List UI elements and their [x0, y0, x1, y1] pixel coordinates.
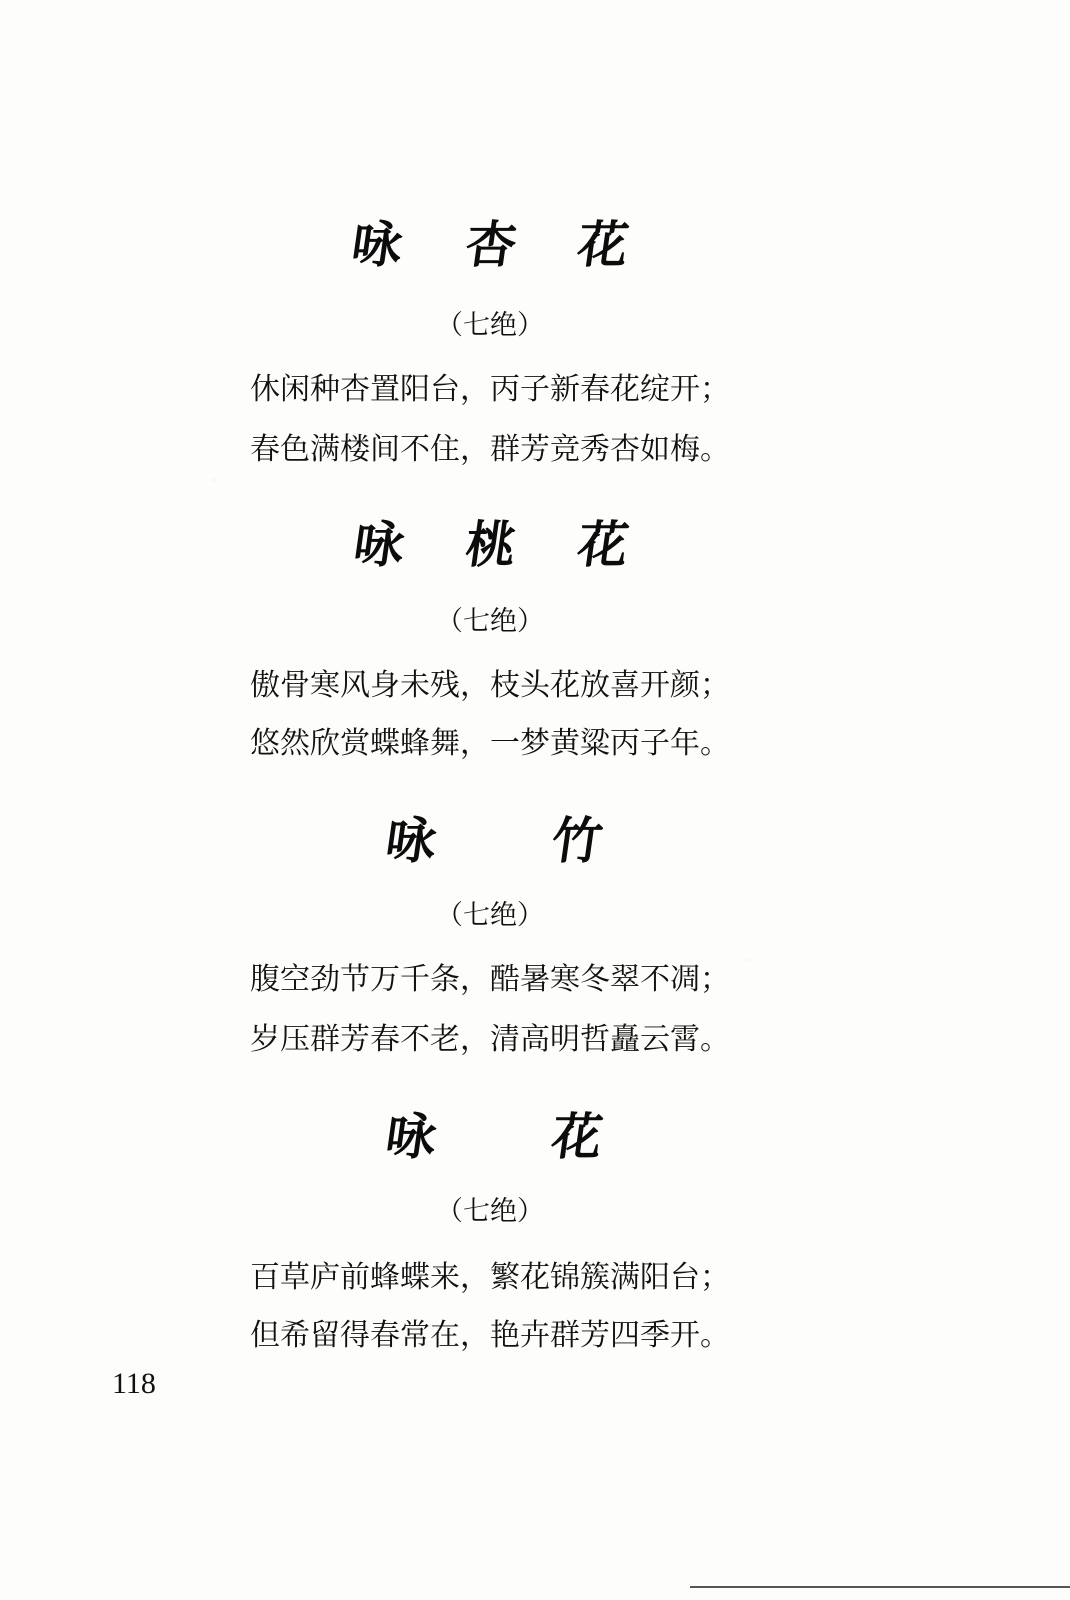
title-char: 花 — [573, 515, 633, 574]
title-char: 咏 — [381, 811, 441, 870]
poem-line: 休闲种杏置阳台，丙子新春花绽开； — [250, 372, 730, 407]
title-char: 桃 — [461, 515, 521, 574]
poem-title-bamboo — [0, 806, 1070, 876]
book-page: 咏 杏 花 （七绝） 休闲种杏置阳台，丙子新春花绽开； 春色满楼间不住，群芳竞秀杏如梅。 咏 桃 花 （七绝） 傲骨寒风身未残，枝头花放喜开颜； 悠然欣赏蝶蜂舞，一梦黄粱丙子年。 咏 竹 （七绝） 腹空劲节万千条，酷暑寒冬翠不凋； 岁压群芳春不老，清高明哲矗云霄。 咏 花 （七绝） 百草庐前蜂蝶来，繁花锦簇满阳台； 但希留得春常在，艳卉群芳四季开。 118 — [0, 0, 1070, 1600]
title-char: 咏 — [347, 215, 407, 274]
poem-title-peach — [0, 510, 1070, 580]
title-char: 竹 — [547, 811, 607, 870]
title-char: 杏 — [461, 215, 521, 274]
title-char: 花 — [547, 1107, 607, 1166]
title-char: 咏 — [381, 1107, 441, 1166]
scan-edge-line — [690, 1586, 1070, 1588]
poem-title-apricot — [0, 210, 1070, 280]
poem-line: 春色满楼间不住，群芳竞秀杏如梅。 — [250, 432, 730, 467]
poem-title-flowers — [0, 1102, 1070, 1172]
poem-line: 岁压群芳春不老，清高明哲矗云霄。 — [250, 1022, 730, 1057]
poem-line: 但希留得春常在，艳卉群芳四季开。 — [250, 1318, 730, 1353]
title-char: 花 — [573, 215, 633, 274]
page-number: 118 — [112, 1367, 156, 1400]
poem-line: 傲骨寒风身未残，枝头花放喜开颜； — [250, 668, 730, 703]
poem-line: 悠然欣赏蝶蜂舞，一梦黄粱丙子年。 — [250, 726, 730, 761]
poem-line: 百草庐前蜂蝶来，繁花锦簇满阳台； — [250, 1260, 730, 1295]
title-char: 咏 — [349, 515, 409, 574]
poem-line: 腹空劲节万千条，酷暑寒冬翠不凋； — [250, 962, 730, 997]
